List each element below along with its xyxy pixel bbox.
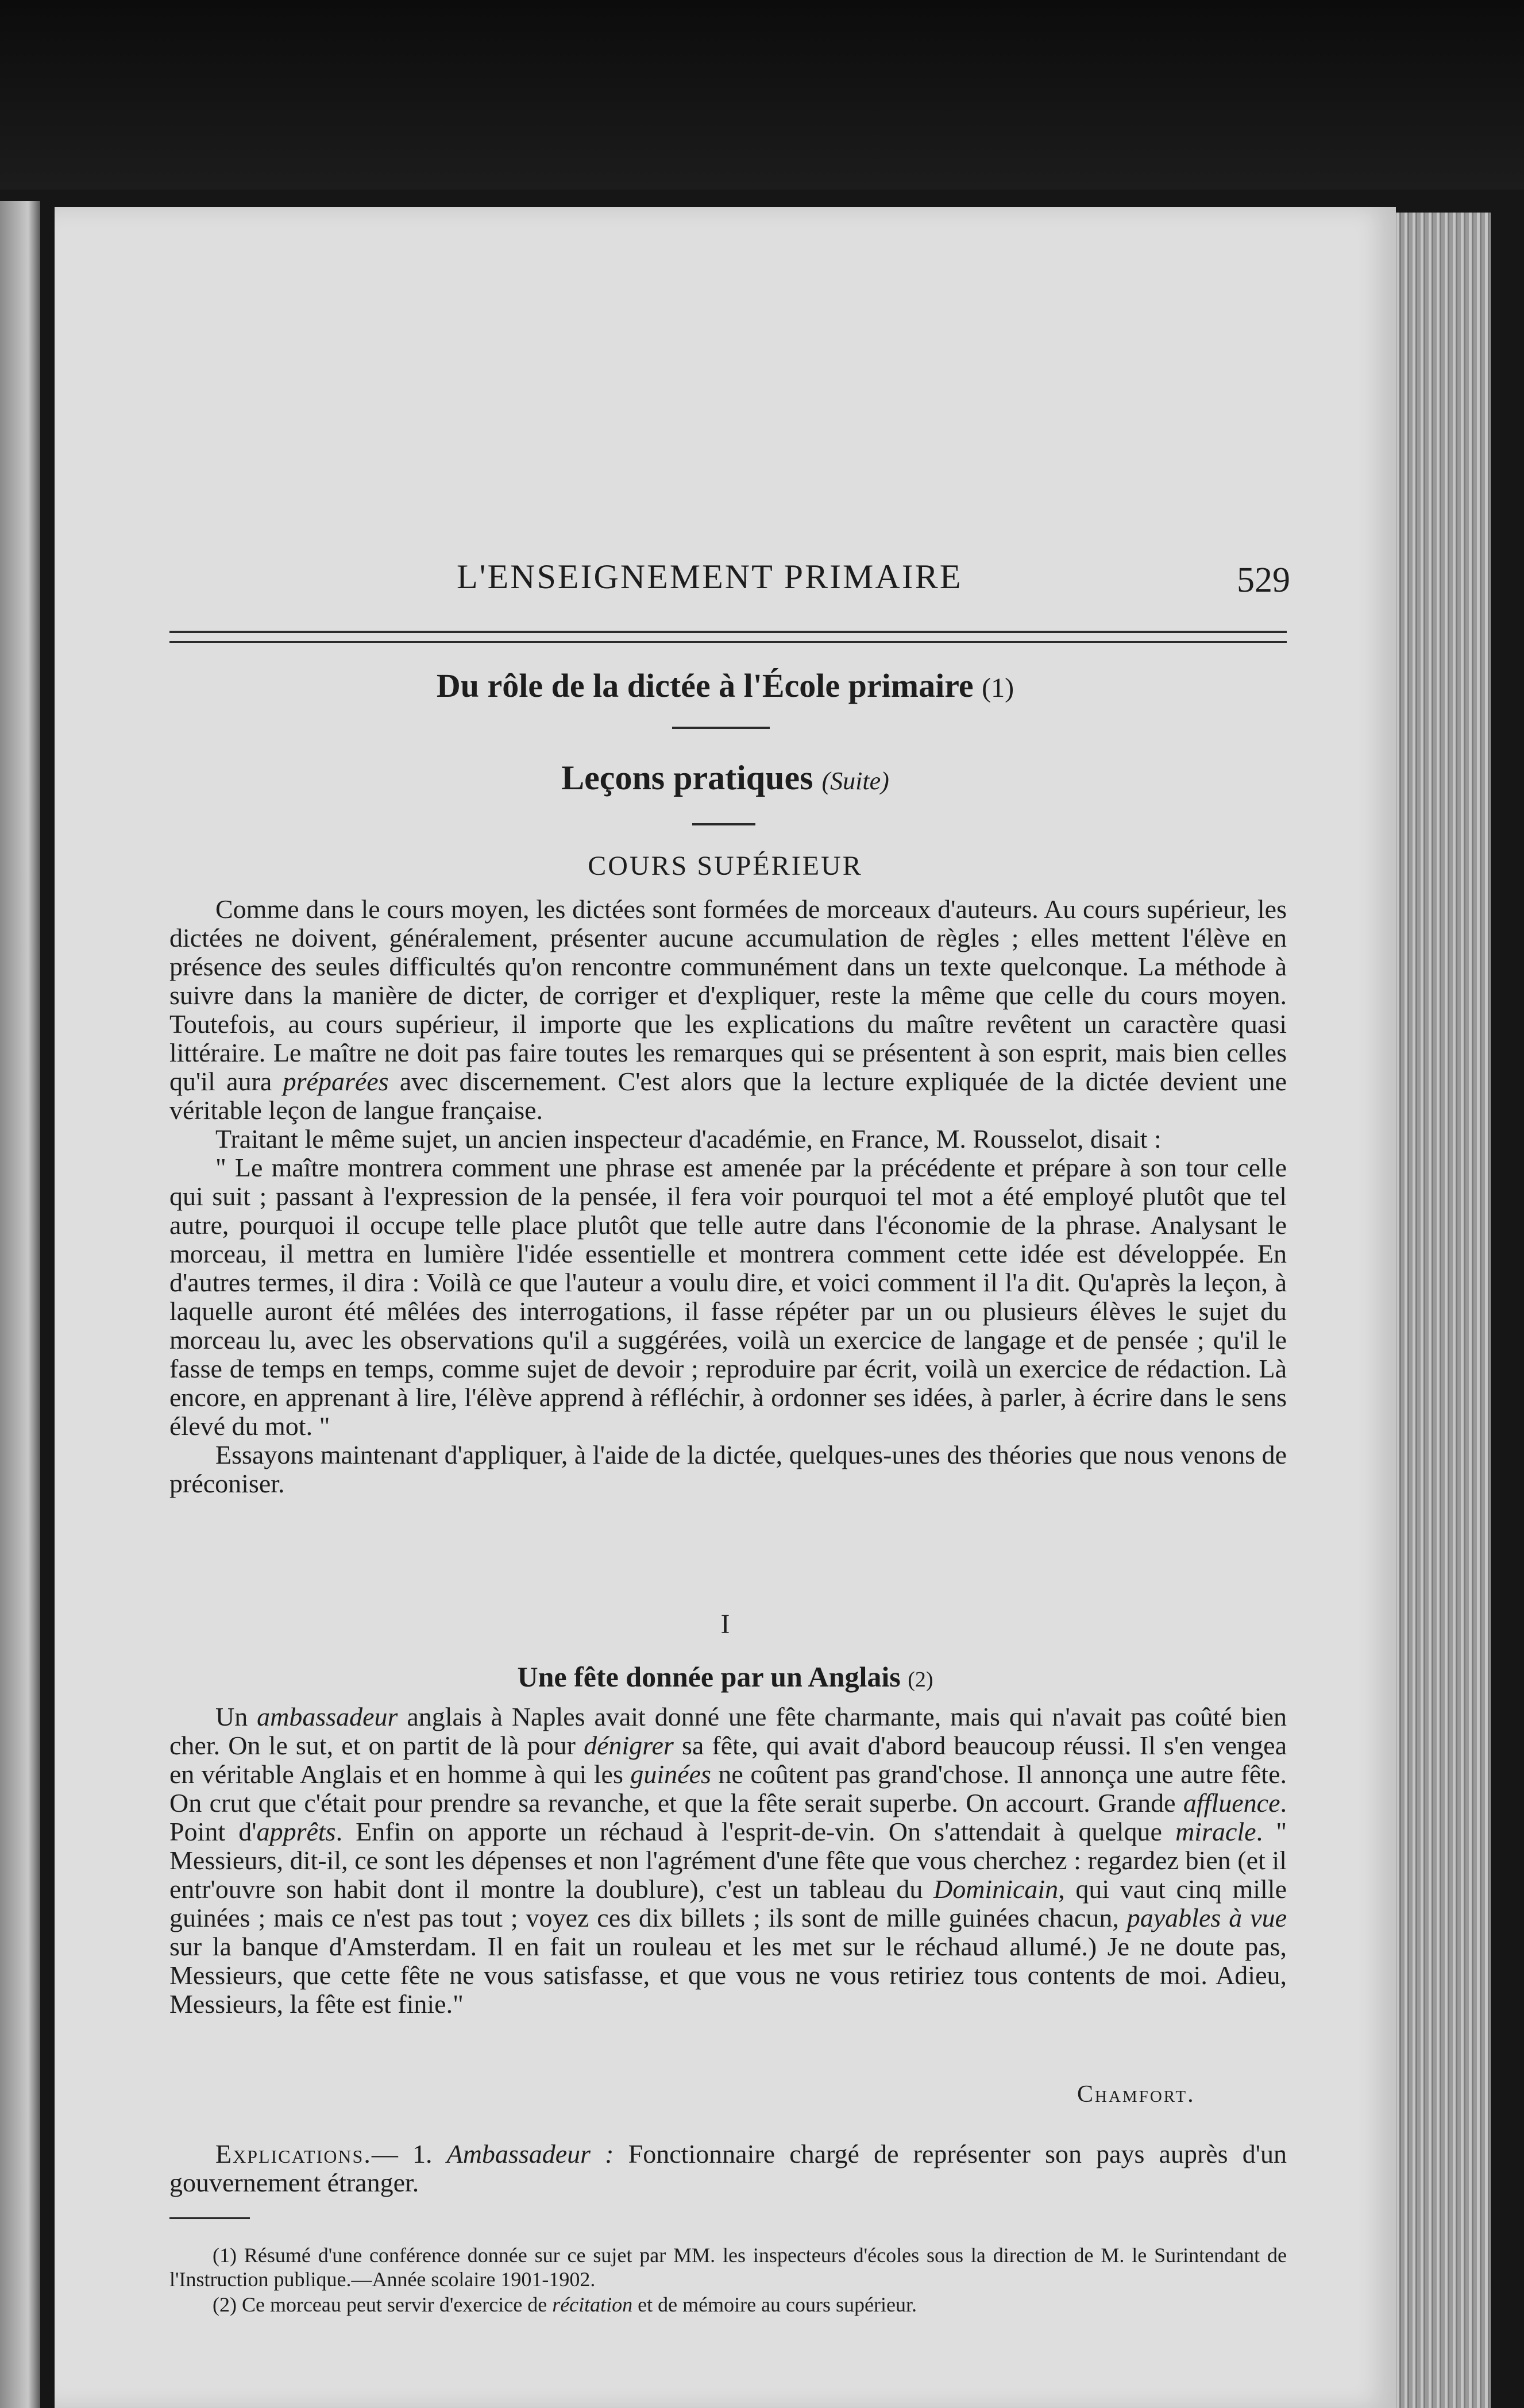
body-paragraph bbox=[169, 1153, 1287, 1441]
story-italic: ambassadeur bbox=[257, 1702, 398, 1731]
book-page bbox=[55, 207, 1396, 2408]
explications-text: — 1. bbox=[371, 2139, 447, 2168]
section-heading: COURS SUPÉRIEUR bbox=[588, 851, 863, 881]
facing-page-edge bbox=[0, 201, 40, 2408]
body-text: avec discernement. C'est alors que la lecture expliquée de la dictée devient une véritable leçon de langue française. bbox=[169, 1067, 1287, 1125]
story-text: anglais à Naples avait donné une fête charmante, mais qui n'avait pas coûté bien cher. On le sut, et on partit de là pour bbox=[169, 1702, 1287, 1760]
body-text: " Le maître montrera comment une phrase est amenée par la précédente et prépare à son tour celle qui suit ; passant à l'expression de la pensée, il fera voir pourquoi tel mot a été employé plutôt que tel autre, pourquoi il occupe telle place plutôt que telle autre dans l'économie de la phrase. Analysant le morceau, il mettra en lumière l'idée essentielle et montrera comment cette idée est développée. En d'autres termes, il dira : Voilà ce que l'auteur a voulu dire, et voici comment il l'a dit. Qu'après la leçon, à laquelle auront été mêlées des interrogations, il fasse répéter par un ou plusieurs élèves le sujet du morceau lu, avec les observations qu'il a suggérées, voilà un exercice de langage et de pensée ; qu'il le fasse de temps en temps, comme sujet de devoir ; reproduire par écrit, voilà un exercice de rédaction. Là encore, en apprenant à lire, l'élève apprend à réfléchir, à ordonner ses idées, à parler, à écrire dans le sens élevé du mot. " bbox=[169, 1153, 1287, 1441]
story-italic: miracle bbox=[1175, 1817, 1256, 1846]
story-text bbox=[169, 1703, 1287, 2019]
body-paragraph bbox=[169, 1125, 1287, 1153]
story-text: sa fête, qui avait d'abord beaucoup réussi. Il s'en vengea en véritable Anglais et en homme à qui les bbox=[169, 1731, 1287, 1789]
article-title-text: Du rôle de la dictée à l'École primaire bbox=[436, 667, 974, 704]
page-stack-edge bbox=[1393, 213, 1491, 2408]
header-double-rule bbox=[169, 631, 1287, 643]
explications-text: Fonctionnaire chargé de représenter son pays auprès d'un gouvernement étranger. bbox=[169, 2139, 1287, 2197]
story-text: . Enfin on apporte un réchaud à l'esprit-de-vin. On s'attendait à quelque bbox=[335, 1817, 1176, 1846]
title-separator bbox=[672, 727, 770, 729]
story-italic: affluence bbox=[1183, 1788, 1280, 1817]
story-italic: Dominicain bbox=[933, 1874, 1059, 1904]
explications-paragraph bbox=[169, 2140, 1287, 2197]
story-italic: payables à vue bbox=[1126, 1903, 1287, 1932]
story-text: sur la banque d'Amsterdam. Il en fait un rouleau et les met sur le réchaud allumé.) Je ne doute pas, Messieurs, que cette fête ne vous satisfasse, et que vous ne vous retiriez tous contents de moi. Adieu, Messieurs, la fête est finie." bbox=[169, 1932, 1287, 2019]
article-title-note: (1) bbox=[982, 673, 1014, 703]
footnote-text: (1) Résumé d'une conférence donnée sur ce sujet par MM. les inspecteurs d'écoles sous la direction de M. le Surintendant de l'Instruction publique.—Année scolaire 1901-1902. bbox=[169, 2244, 1287, 2291]
body-italic: préparées bbox=[283, 1067, 389, 1096]
subtitle-suite: (Suite) bbox=[821, 767, 889, 795]
story-text: . " Messieurs, dit-il, ce sont les dépenses et non l'agrément d'une fête que vous cherchez : regardez bien (et il entr'ouvre son habit dont il montre la doublure), c'est un tableau du bbox=[169, 1817, 1287, 1904]
part-number: I bbox=[720, 1609, 730, 1639]
footnote bbox=[169, 2243, 1287, 2291]
story-text: , qui vaut cinq mille guinées ; mais ce n'est pas tout ; voyez ces dix billets ; ils sont de mille guinées chacun, bbox=[169, 1874, 1287, 1932]
page-number: 529 bbox=[1237, 561, 1290, 600]
footnote-rule bbox=[169, 2217, 250, 2219]
explications-label: Explications. bbox=[215, 2139, 372, 2168]
story-title-text: Une fête donnée par un Anglais bbox=[517, 1661, 901, 1693]
story-italic: guinées bbox=[630, 1759, 711, 1789]
story-title bbox=[55, 1660, 1396, 1693]
author-signature: Chamfort. bbox=[1077, 2081, 1195, 2108]
story-italic: dénigrer bbox=[584, 1731, 674, 1760]
footnotes bbox=[169, 2243, 1287, 2318]
body-paragraph bbox=[169, 1441, 1287, 1498]
subtitle-separator bbox=[692, 823, 755, 825]
body-text: Essayons maintenant d'appliquer, à l'aide de la dictée, quelques-unes des théories que nous venons de préconiser. bbox=[169, 1440, 1287, 1498]
running-head: L'ENSEIGNEMENT PRIMAIRE bbox=[457, 558, 963, 596]
scan-background-top bbox=[0, 0, 1524, 190]
story-text: . Point d' bbox=[169, 1788, 1287, 1846]
story-text: Un bbox=[215, 1702, 257, 1731]
explications bbox=[169, 2140, 1287, 2197]
article-title bbox=[55, 666, 1396, 705]
footnote-text: et de mémoire au cours supérieur. bbox=[632, 2293, 917, 2316]
body-text: Traitant le même sujet, un ancien inspecteur d'académie, en France, M. Rousselot, disait : bbox=[215, 1124, 1162, 1153]
subtitle-text: Leçons pratiques bbox=[561, 759, 813, 797]
body-text bbox=[169, 895, 1287, 1498]
footnote bbox=[169, 2293, 1287, 2317]
story-italic: apprêts bbox=[256, 1817, 336, 1846]
story-title-note: (2) bbox=[908, 1668, 933, 1692]
body-text: Comme dans le cours moyen, les dictées sont formées de morceaux d'auteurs. Au cours supérieur, les dictées ne doivent, généralement, présenter aucune accumulation de règles ; elles mettent l'élève en présence des seules difficultés qu'on rencontre communément dans un texte quelconque. La méthode à suivre dans la manière de dicter, de corriger et d'expliquer, reste la même que celle du cours moyen. Toutefois, au cours supérieur, il importe que les explications du maître revêtent un caractère quasi littéraire. Le maître ne doit pas faire toutes les remarques qui se présentent à son esprit, mais bien celles qu'il aura bbox=[169, 894, 1287, 1096]
story-text: ne coûtent pas grand'chose. Il annonça une autre fête. On crut que c'était pour prendre sa revanche, et que la fête serait superbe. On accourt. Grande bbox=[169, 1759, 1287, 1817]
article-subtitle bbox=[55, 758, 1396, 798]
body-paragraph bbox=[169, 895, 1287, 1125]
footnote-text: (2) Ce morceau peut servir d'exercice de bbox=[213, 2293, 553, 2316]
explications-italic: Ambassadeur : bbox=[446, 2139, 614, 2168]
footnote-italic: récitation bbox=[552, 2293, 633, 2316]
story-paragraph bbox=[169, 1703, 1287, 2019]
